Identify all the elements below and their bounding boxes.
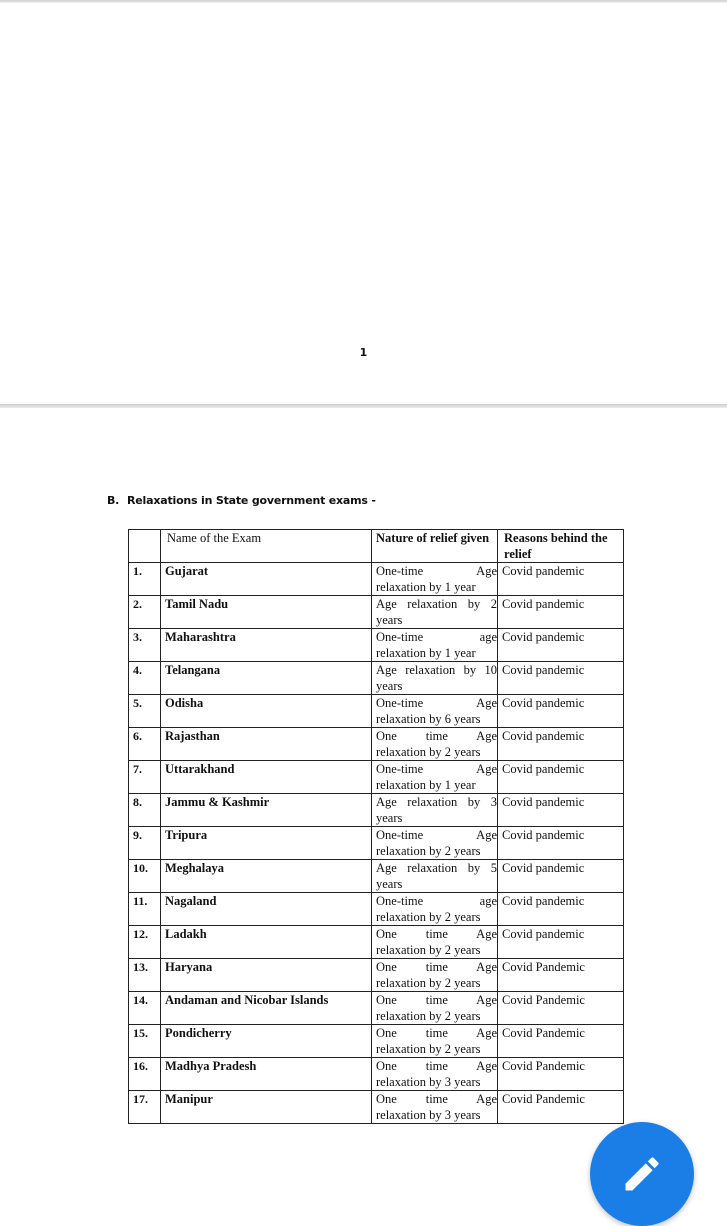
row-serial-number: 12. [129,926,161,959]
header-reasons: Reasons behind the relief [498,530,624,563]
row-serial-number: 10. [129,860,161,893]
nature-line-2: years [376,877,403,891]
table-row [129,794,624,827]
nature-line-2: relaxation by 2 years [376,910,481,924]
nature-line-2: relaxation by 1 year [376,646,476,660]
nature-line-2: relaxation by 2 years [376,943,481,957]
row-nature-of-relief [372,794,498,827]
row-serial-number: 4. [129,662,161,695]
row-exam-name: Rajasthan [161,728,372,761]
nature-line-1: One time Age [376,993,497,1007]
row-nature-of-relief [372,959,498,992]
row-reason: Covid pandemic [498,827,624,860]
row-reason: Covid pandemic [498,596,624,629]
table-row [129,992,624,1025]
section-title: Relaxations in State government exams - [127,494,376,507]
row-nature-of-relief [372,893,498,926]
row-serial-number: 11. [129,893,161,926]
nature-line-2: years [376,613,403,627]
row-exam-name: Haryana [161,959,372,992]
row-reason: Covid pandemic [498,563,624,596]
nature-line-1: One time Age [376,1092,497,1106]
row-nature-of-relief [372,860,498,893]
row-exam-name: Gujarat [161,563,372,596]
row-reason: Covid Pandemic [498,992,624,1025]
nature-line-2: years [376,679,403,693]
row-exam-name: Nagaland [161,893,372,926]
row-exam-name: Madhya Pradesh [161,1058,372,1091]
row-serial-number: 2. [129,596,161,629]
page-number: 1 [359,346,368,359]
nature-line-2: relaxation by 2 years [376,1009,481,1023]
nature-line-1: Age relaxation by 5 [376,861,497,875]
row-exam-name: Manipur [161,1091,372,1124]
row-exam-name: Uttarakhand [161,761,372,794]
row-reason: Covid Pandemic [498,959,624,992]
row-exam-name: Ladakh [161,926,372,959]
row-nature-of-relief [372,596,498,629]
nature-line-1: One time Age [376,729,497,743]
row-serial-number: 17. [129,1091,161,1124]
section-letter: B. [107,494,120,507]
table-row [129,662,624,695]
nature-line-2: relaxation by 2 years [376,745,481,759]
row-serial-number: 9. [129,827,161,860]
row-nature-of-relief [372,761,498,794]
nature-line-2: years [376,811,403,825]
row-reason: Covid pandemic [498,695,624,728]
table-row [129,761,624,794]
nature-line-2: relaxation by 1 year [376,580,476,594]
row-reason: Covid Pandemic [498,1025,624,1058]
nature-line-1: Age relaxation by 3 [376,795,497,809]
row-reason: Covid pandemic [498,761,624,794]
table-row [129,596,624,629]
nature-line-1: One time Age [376,927,497,941]
row-nature-of-relief [372,1091,498,1124]
nature-line-1: One time Age [376,1026,497,1040]
nature-line-1: One-time Age [376,564,497,578]
nature-line-2: relaxation by 2 years [376,844,481,858]
row-nature-of-relief [372,1058,498,1091]
nature-line-1: One-time age [376,630,497,644]
row-nature-of-relief [372,926,498,959]
row-reason: Covid pandemic [498,728,624,761]
nature-line-2: relaxation by 6 years [376,712,481,726]
pencil-icon [620,1152,664,1196]
row-reason: Covid pandemic [498,926,624,959]
row-serial-number: 5. [129,695,161,728]
top-edge-divider [0,0,727,3]
row-serial-number: 1. [129,563,161,596]
nature-line-1: One-time age [376,894,497,908]
row-reason: Covid pandemic [498,629,624,662]
section-heading [107,494,376,507]
table-row [129,1025,624,1058]
row-serial-number: 8. [129,794,161,827]
row-exam-name: Odisha [161,695,372,728]
table-row [129,860,624,893]
row-nature-of-relief [372,1025,498,1058]
row-exam-name: Tripura [161,827,372,860]
state-exam-relaxation-table [128,529,624,1124]
nature-line-2: relaxation by 3 years [376,1075,481,1089]
table-row [129,1091,624,1124]
row-exam-name: Meghalaya [161,860,372,893]
nature-line-1: One-time Age [376,762,497,776]
row-exam-name: Telangana [161,662,372,695]
row-nature-of-relief [372,728,498,761]
nature-line-1: Age relaxation by 2 [376,597,497,611]
table-row [129,629,624,662]
nature-line-2: relaxation by 2 years [376,1042,481,1056]
row-exam-name: Jammu & Kashmir [161,794,372,827]
row-serial-number: 3. [129,629,161,662]
row-nature-of-relief [372,662,498,695]
row-exam-name: Andaman and Nicobar Islands [161,992,372,1025]
table-row [129,1058,624,1091]
row-serial-number: 6. [129,728,161,761]
row-nature-of-relief [372,629,498,662]
row-nature-of-relief [372,827,498,860]
row-reason: Covid pandemic [498,893,624,926]
row-reason: Covid pandemic [498,794,624,827]
table-row [129,695,624,728]
row-reason: Covid pandemic [498,662,624,695]
row-serial-number: 16. [129,1058,161,1091]
nature-line-1: One time Age [376,960,497,974]
nature-line-2: relaxation by 1 year [376,778,476,792]
edit-fab-button[interactable] [590,1122,694,1226]
page-separator [0,404,727,408]
row-serial-number: 14. [129,992,161,1025]
table-row [129,926,624,959]
row-serial-number: 13. [129,959,161,992]
table-row [129,728,624,761]
row-nature-of-relief [372,992,498,1025]
table-row [129,893,624,926]
nature-line-2: relaxation by 3 years [376,1108,481,1122]
table-row [129,959,624,992]
table-header-row [129,530,624,563]
row-serial-number: 7. [129,761,161,794]
nature-line-2: relaxation by 2 years [376,976,481,990]
nature-line-1: One time Age [376,1059,497,1073]
row-nature-of-relief [372,563,498,596]
row-nature-of-relief [372,695,498,728]
row-exam-name: Pondicherry [161,1025,372,1058]
header-exam-name: Name of the Exam [161,530,372,563]
table-row [129,563,624,596]
nature-line-1: One-time Age [376,696,497,710]
row-exam-name: Tamil Nadu [161,596,372,629]
header-nature-of-relief: Nature of relief given [372,530,498,563]
nature-line-1: One-time Age [376,828,497,842]
row-reason: Covid pandemic [498,860,624,893]
table-row [129,827,624,860]
row-reason: Covid Pandemic [498,1058,624,1091]
row-reason: Covid Pandemic [498,1091,624,1124]
row-serial-number: 15. [129,1025,161,1058]
nature-line-1: Age relaxation by 10 [376,663,497,677]
row-exam-name: Maharashtra [161,629,372,662]
header-sno [129,530,161,563]
